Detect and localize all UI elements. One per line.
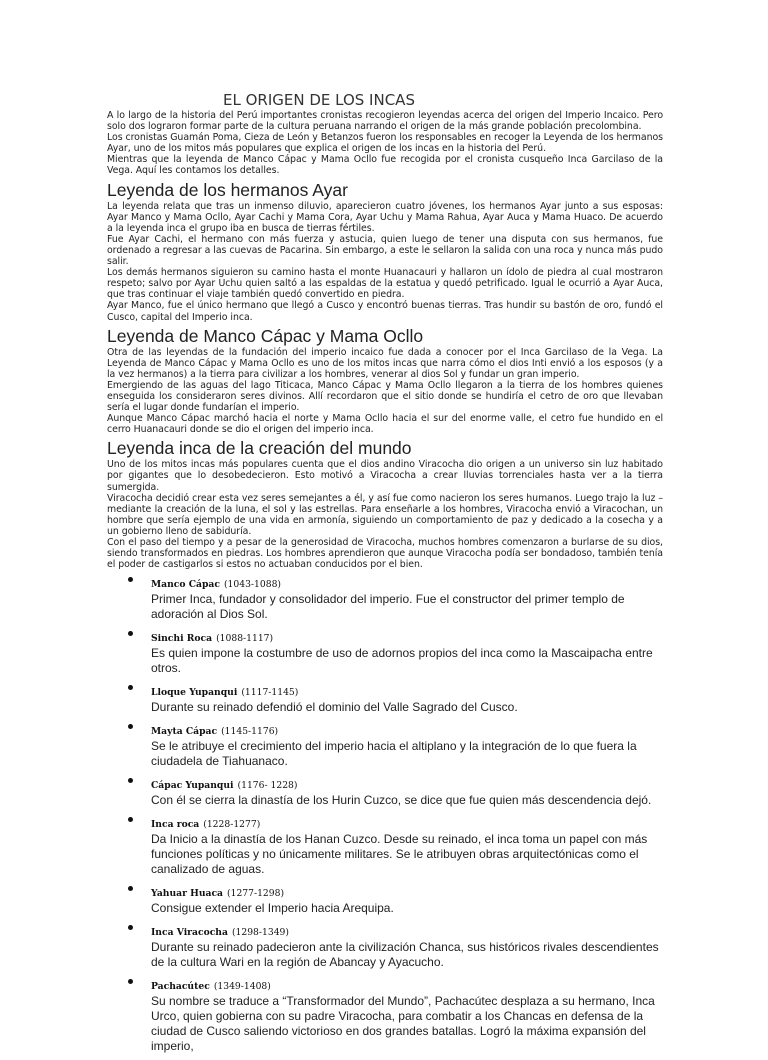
- section-creation: [107, 437, 663, 570]
- bullet-icon: [128, 577, 133, 582]
- section-paragraph: Los demás hermanos siguieron su camino hasta el monte Huanacauri y hallaron un ídolo de piedra al cual mostraron respeto; salvo por Ayar Uchu quien saltó a las espaldas de la estatua y quedó petrificado. Igual le ocurrió a Ayar Auca, que tras continuar el viaje también quedó convertido en piedra.: [107, 267, 663, 301]
- section-paragraph: La leyenda relata que tras un inmenso diluvio, aparecieron cuatro jóvenes, los hermanos Ayar junto a sus esposas: Ayar Manco y Mama Ocllo, Ayar Cachi y Mama Cora, Ayar Uchu y Mama Rahua, Ayar Auca y Mama Huaco. De acuerdo a la leyenda inca el grupo iba en busca de tierras fértiles.: [107, 200, 663, 234]
- section-heading: Leyenda de los hermanos Ayar: [107, 179, 348, 200]
- ruler-description: Se le atribuye el crecimiento del imperio hacia el altiplano y la integración de lo que fuera la ciudadela de Tiahuanaco.: [151, 739, 637, 769]
- list-item: [125, 628, 665, 676]
- ruler-dates: (1298-1349): [231, 927, 289, 939]
- ruler-name: Pachacútec: [151, 981, 210, 993]
- ruler-name: Inca roca: [151, 819, 200, 831]
- bullet-icon: [128, 979, 133, 984]
- ruler-dates: (1043-1088): [223, 579, 282, 591]
- bullet-icon: [128, 925, 133, 930]
- section-ayar: [107, 179, 663, 323]
- ruler-dates: (1349-1408): [213, 981, 271, 993]
- section-manco-capac: [107, 325, 663, 436]
- section-paragraph: Uno de los mitos incas más populares cuenta que el dios andino Viracocha dio origen a un universo sin luz habitado por gigantes que lo desobedecieron. Esto motivó a Viracocha a crear lluvias torrenciales hasta ver a la tierra sumergida.: [107, 459, 663, 493]
- bullet-icon: [128, 817, 133, 822]
- rulers-list: [125, 574, 665, 1054]
- ruler-dates: (1117-1145): [241, 687, 299, 699]
- ruler-dates: (1228-1277): [203, 819, 261, 831]
- intro-paragraph: A lo largo de la historia del Perú importantes cronistas recogieron leyendas acerca del origen del Imperio Incaico. Pero solo dos lograron formar parte de la cultura peruana narrando el origen de la más grande población precolombina.: [107, 110, 663, 133]
- ruler-name: Sinchi Roca: [151, 633, 213, 645]
- list-item: [125, 814, 665, 877]
- ruler-description: Con él se cierra la dinastía de los Hurin Cuzco, se dice que fue quien más descendencia dejó.: [151, 793, 652, 808]
- ruler-name: Lloque Yupanqui: [151, 687, 238, 699]
- intro-paragraph: Los cronistas Guamán Poma, Cieza de León y Betanzos fueron los responsables en recoger la Leyenda de los hermanos Ayar, uno de los mitos más populares que explica el origen de los incas en la historia del Perú.: [107, 132, 663, 155]
- ruler-dates: (1176- 1228): [237, 780, 298, 792]
- ruler-name: Inca Viracocha: [151, 927, 228, 939]
- section-paragraph: Aunque Manco Cápac marchó hacia el norte y Mama Ocllo hacia el sur del enorme valle, el cetro fue hundido en el cerro Huanacauri donde se dio el origen del imperio inca.: [107, 413, 663, 436]
- list-item: [125, 883, 665, 916]
- ruler-description: Da Inicio a la dinastía de los Hanan Cuzco. Desde su reinado, el inca toma un papel con más funciones políticas y no únicamente militares. Se le atribuyen obras arquitectónicas como el canalizado de aguas.: [151, 832, 648, 877]
- bullet-icon: [128, 778, 133, 783]
- section-paragraph: Otra de las leyendas de la fundación del imperio incaico fue dada a conocer por el Inca Garcilaso de la Vega. La Leyenda de Manco Cápac y Mama Ocllo es uno de los mitos incas que narra cómo el dios Inti envió a los esposos (y a la vez hermanos) a la tierra para civilizar a los hombres, venerar al dios Sol y fundar un gran imperio.: [107, 346, 663, 380]
- ruler-dates: (1145-1176): [221, 726, 279, 738]
- ruler-description: Durante su reinado padecieron ante la civilización Chanca, sus históricos rivales descendientes de la cultura Wari en la región de Abancay y Ayacucho.: [151, 940, 659, 970]
- ruler-description: Primer Inca, fundador y consolidador del imperio. Fue el constructor del primer templo de adoración al Dios Sol.: [151, 592, 625, 622]
- list-item: [125, 721, 665, 769]
- bullet-icon: [128, 886, 133, 891]
- section-heading: Leyenda de Manco Cápac y Mama Ocllo: [107, 325, 424, 346]
- list-item: [125, 682, 665, 715]
- ruler-dates: (1088-1117): [216, 633, 274, 645]
- ruler-description: Consigue extender el Imperio hacia Arequipa.: [151, 901, 394, 916]
- bullet-icon: [128, 685, 133, 690]
- bullet-icon: [128, 724, 133, 729]
- list-item: [125, 775, 665, 808]
- section-paragraph: Emergiendo de las aguas del lago Titicaca, Manco Cápac y Mama Ocllo llegaron a la tierra de los hombres quienes enseguida los consideraron seres divinos. Allí recordaron que el sitio donde se hundiría el cetro de oro que llevaban sería el lugar donde fundarían el imperio.: [107, 379, 663, 414]
- section-paragraph: Fue Ayar Cachi, el hermano con más fuerza y astucia, quien luego de tener una disputa con sus hermanos, fue ordenado a regresar a las cuevas de Pacarina. Sin embargo, a este le sellaron la salida con una roca y nunca más pudo salir.: [107, 233, 663, 268]
- section-heading: Leyenda inca de la creación del mundo: [107, 438, 412, 459]
- list-item: [125, 976, 665, 1054]
- ruler-description: Su nombre se traduce a “Transformador del Mundo”, Pachacútec desplaza a su hermano, Inca Urco, quien gobierna con su padre Viracocha, para combatir a los Chancas en defensa de la ciudad de Cusco saliendo victorioso en dos grandes batallas. Logró la máxima expansión del imperio,: [151, 994, 655, 1054]
- section-paragraph: Con el paso del tiempo y a pesar de la generosidad de Viracocha, muchos hombres comenzaron a burlarse de su dios, siendo transformados en piedras. Los hombres aprendieron que aunque Viracocha podía ser bondadoso, también tenía el poder de castigarlos si estos no actuaban conducidos por el bien.: [107, 537, 663, 571]
- ruler-description: Es quien impone la costumbre de uso de adornos propios del inca como la Mascaipacha entre otros.: [151, 646, 653, 676]
- document-page: [107, 90, 663, 1060]
- ruler-description: Durante su reinado defendió el dominio del Valle Sagrado del Cusco.: [151, 700, 518, 715]
- intro-block: [107, 110, 663, 177]
- list-item: [125, 574, 665, 622]
- ruler-name: Yahuar Huaca: [151, 888, 224, 900]
- bullet-icon: [128, 631, 133, 636]
- ruler-name: Mayta Cápac: [151, 726, 218, 738]
- ruler-name: Cápac Yupanqui: [151, 780, 234, 792]
- intro-paragraph: Mientras que la leyenda de Manco Cápac y Mama Ocllo fue recogida por el cronista cusqueño Inca Garcilaso de la Vega. Aquí les contamos los detalles.: [107, 154, 663, 177]
- document-title: EL ORIGEN DE LOS INCAS: [223, 91, 415, 109]
- list-item: [125, 922, 665, 970]
- ruler-dates: (1277-1298): [227, 888, 285, 900]
- section-paragraph: Ayar Manco, fue el único hermano que llegó a Cusco y encontró buenas tierras. Tras hundir su bastón de oro, fundó el Cusco, capital del Imperio inca.: [107, 300, 663, 323]
- section-paragraph: Viracocha decidió crear esta vez seres semejantes a él, y así fue como nacieron los seres humanos. Luego trajo la luz – mediante la creación de la luna, el sol y las estrellas. Para enseñarle a los hombres, Viracocha envió a Viracochan, un hombre que sería ejemplo de una vida en armonía, siguiendo un comportamiento de paz y dedicado a la cosecha y a un gobierno lleno de sabiduría.: [107, 492, 663, 537]
- ruler-name: Manco Cápac: [151, 579, 220, 591]
